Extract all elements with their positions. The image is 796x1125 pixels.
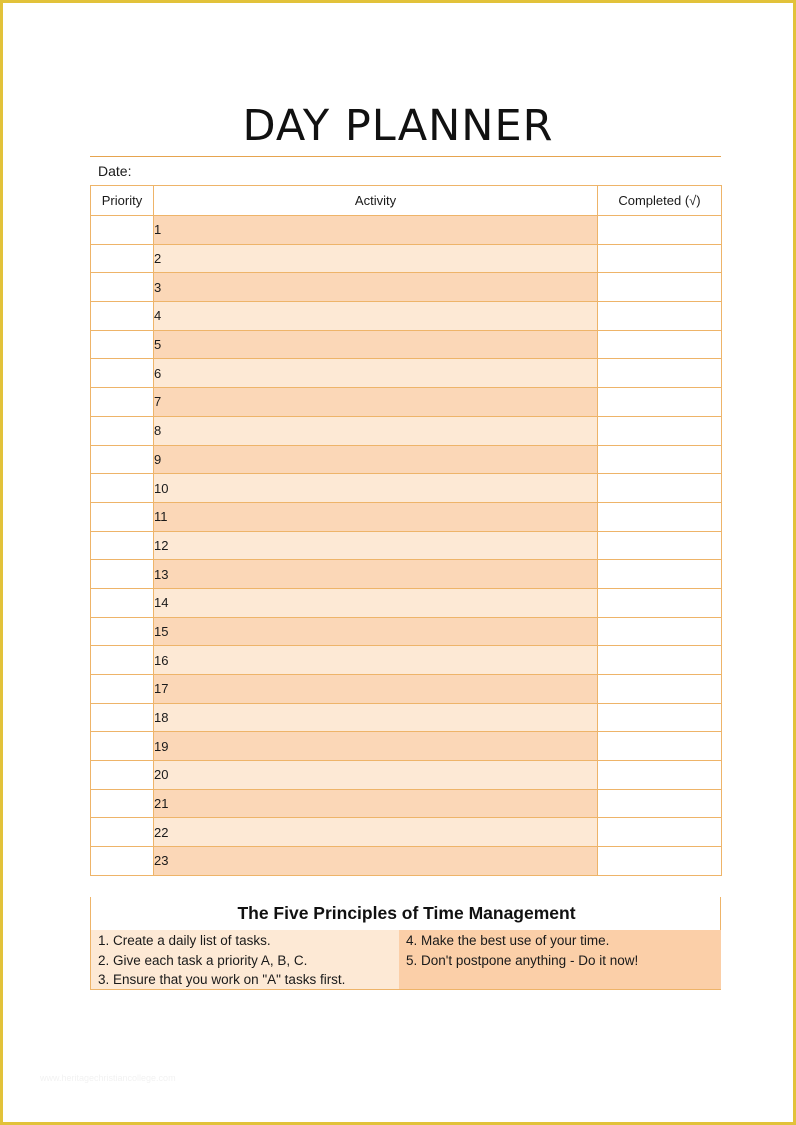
principle-item: 3. Ensure that you work on "A" tasks first. (98, 972, 346, 987)
activity-cell[interactable]: 18 (154, 703, 598, 732)
watermark: www.heritagechristiancollege.com (40, 1073, 176, 1083)
activity-cell[interactable]: 14 (154, 588, 598, 617)
table-row (91, 789, 722, 818)
date-label: Date: (98, 163, 132, 179)
table-row (91, 588, 722, 617)
activity-cell[interactable]: 6 (154, 359, 598, 388)
completed-cell[interactable] (598, 675, 722, 704)
priority-cell[interactable] (91, 502, 154, 531)
activity-cell[interactable]: 23 (154, 847, 598, 876)
activity-cell[interactable]: 11 (154, 502, 598, 531)
table-row (91, 732, 722, 761)
title-divider (90, 156, 721, 157)
priority-header: Priority (91, 186, 154, 216)
table-header-row (91, 186, 722, 216)
principle-item: 1. Create a daily list of tasks. (98, 933, 271, 948)
priority-cell[interactable] (91, 847, 154, 876)
completed-cell[interactable] (598, 732, 722, 761)
priority-cell[interactable] (91, 588, 154, 617)
priority-cell[interactable] (91, 703, 154, 732)
table-row (91, 273, 722, 302)
completed-cell[interactable] (598, 273, 722, 302)
activity-cell[interactable]: 17 (154, 675, 598, 704)
priority-cell[interactable] (91, 675, 154, 704)
completed-cell[interactable] (598, 588, 722, 617)
priority-cell[interactable] (91, 560, 154, 589)
priority-cell[interactable] (91, 531, 154, 560)
table-row (91, 560, 722, 589)
principles-left-column (91, 930, 399, 989)
principles-section (90, 897, 721, 990)
activity-cell[interactable]: 13 (154, 560, 598, 589)
completed-cell[interactable] (598, 302, 722, 331)
table-row (91, 761, 722, 790)
activity-cell[interactable]: 10 (154, 474, 598, 503)
principles-right-column (399, 930, 721, 989)
table-row (91, 617, 722, 646)
table-row (91, 502, 722, 531)
priority-cell[interactable] (91, 359, 154, 388)
principles-title: The Five Principles of Time Management (237, 903, 576, 923)
table-row (91, 359, 722, 388)
table-row (91, 703, 722, 732)
priority-cell[interactable] (91, 818, 154, 847)
activity-cell[interactable]: 20 (154, 761, 598, 790)
principle-item: 5. Don't postpone anything - Do it now! (406, 952, 639, 968)
principle-item: 2. Give each task a priority A, B, C. (98, 952, 308, 968)
activity-cell[interactable]: 19 (154, 732, 598, 761)
activity-cell[interactable]: 22 (154, 818, 598, 847)
table-row (91, 244, 722, 273)
completed-cell[interactable] (598, 646, 722, 675)
activity-cell[interactable]: 8 (154, 416, 598, 445)
activity-cell[interactable]: 21 (154, 789, 598, 818)
priority-cell[interactable] (91, 445, 154, 474)
table-row (91, 216, 722, 245)
activity-cell[interactable]: 9 (154, 445, 598, 474)
priority-cell[interactable] (91, 216, 154, 245)
completed-cell[interactable] (598, 531, 722, 560)
completed-cell[interactable] (598, 359, 722, 388)
table-row (91, 445, 722, 474)
priority-cell[interactable] (91, 388, 154, 417)
completed-cell[interactable] (598, 789, 722, 818)
completed-cell[interactable] (598, 388, 722, 417)
table-row (91, 330, 722, 359)
activity-cell[interactable]: 2 (154, 244, 598, 273)
page-title: DAY PLANNER (242, 101, 554, 151)
priority-cell[interactable] (91, 273, 154, 302)
table-row (91, 302, 722, 331)
priority-cell[interactable] (91, 789, 154, 818)
table-row (91, 531, 722, 560)
table-row (91, 847, 722, 876)
completed-cell[interactable] (598, 445, 722, 474)
activity-cell[interactable]: 15 (154, 617, 598, 646)
completed-cell[interactable] (598, 818, 722, 847)
activity-cell[interactable]: 7 (154, 388, 598, 417)
table-row (91, 675, 722, 704)
principle-item: 4. Make the best use of your time. (406, 933, 610, 948)
table-row (91, 388, 722, 417)
activity-cell[interactable]: 3 (154, 273, 598, 302)
priority-cell[interactable] (91, 302, 154, 331)
priority-cell[interactable] (91, 244, 154, 273)
table-row (91, 818, 722, 847)
completed-header: Completed (√) (598, 186, 722, 216)
completed-cell[interactable] (598, 216, 722, 245)
planner-table (90, 185, 722, 876)
completed-cell[interactable] (598, 502, 722, 531)
completed-cell[interactable] (598, 244, 722, 273)
completed-cell[interactable] (598, 416, 722, 445)
priority-cell[interactable] (91, 646, 154, 675)
activity-cell[interactable]: 1 (154, 216, 598, 245)
priority-cell[interactable] (91, 474, 154, 503)
completed-cell[interactable] (598, 330, 722, 359)
table-row (91, 416, 722, 445)
table-row (91, 646, 722, 675)
completed-cell[interactable] (598, 761, 722, 790)
activity-cell[interactable]: 12 (154, 531, 598, 560)
priority-cell[interactable] (91, 330, 154, 359)
completed-cell[interactable] (598, 560, 722, 589)
completed-cell[interactable] (598, 847, 722, 876)
activity-cell[interactable]: 16 (154, 646, 598, 675)
completed-cell[interactable] (598, 617, 722, 646)
table-row (91, 474, 722, 503)
priority-cell[interactable] (91, 416, 154, 445)
activity-cell[interactable]: 4 (154, 302, 598, 331)
priority-cell[interactable] (91, 732, 154, 761)
activity-cell[interactable]: 5 (154, 330, 598, 359)
completed-cell[interactable] (598, 703, 722, 732)
completed-cell[interactable] (598, 474, 722, 503)
priority-cell[interactable] (91, 617, 154, 646)
priority-cell[interactable] (91, 761, 154, 790)
activity-header: Activity (154, 186, 598, 216)
